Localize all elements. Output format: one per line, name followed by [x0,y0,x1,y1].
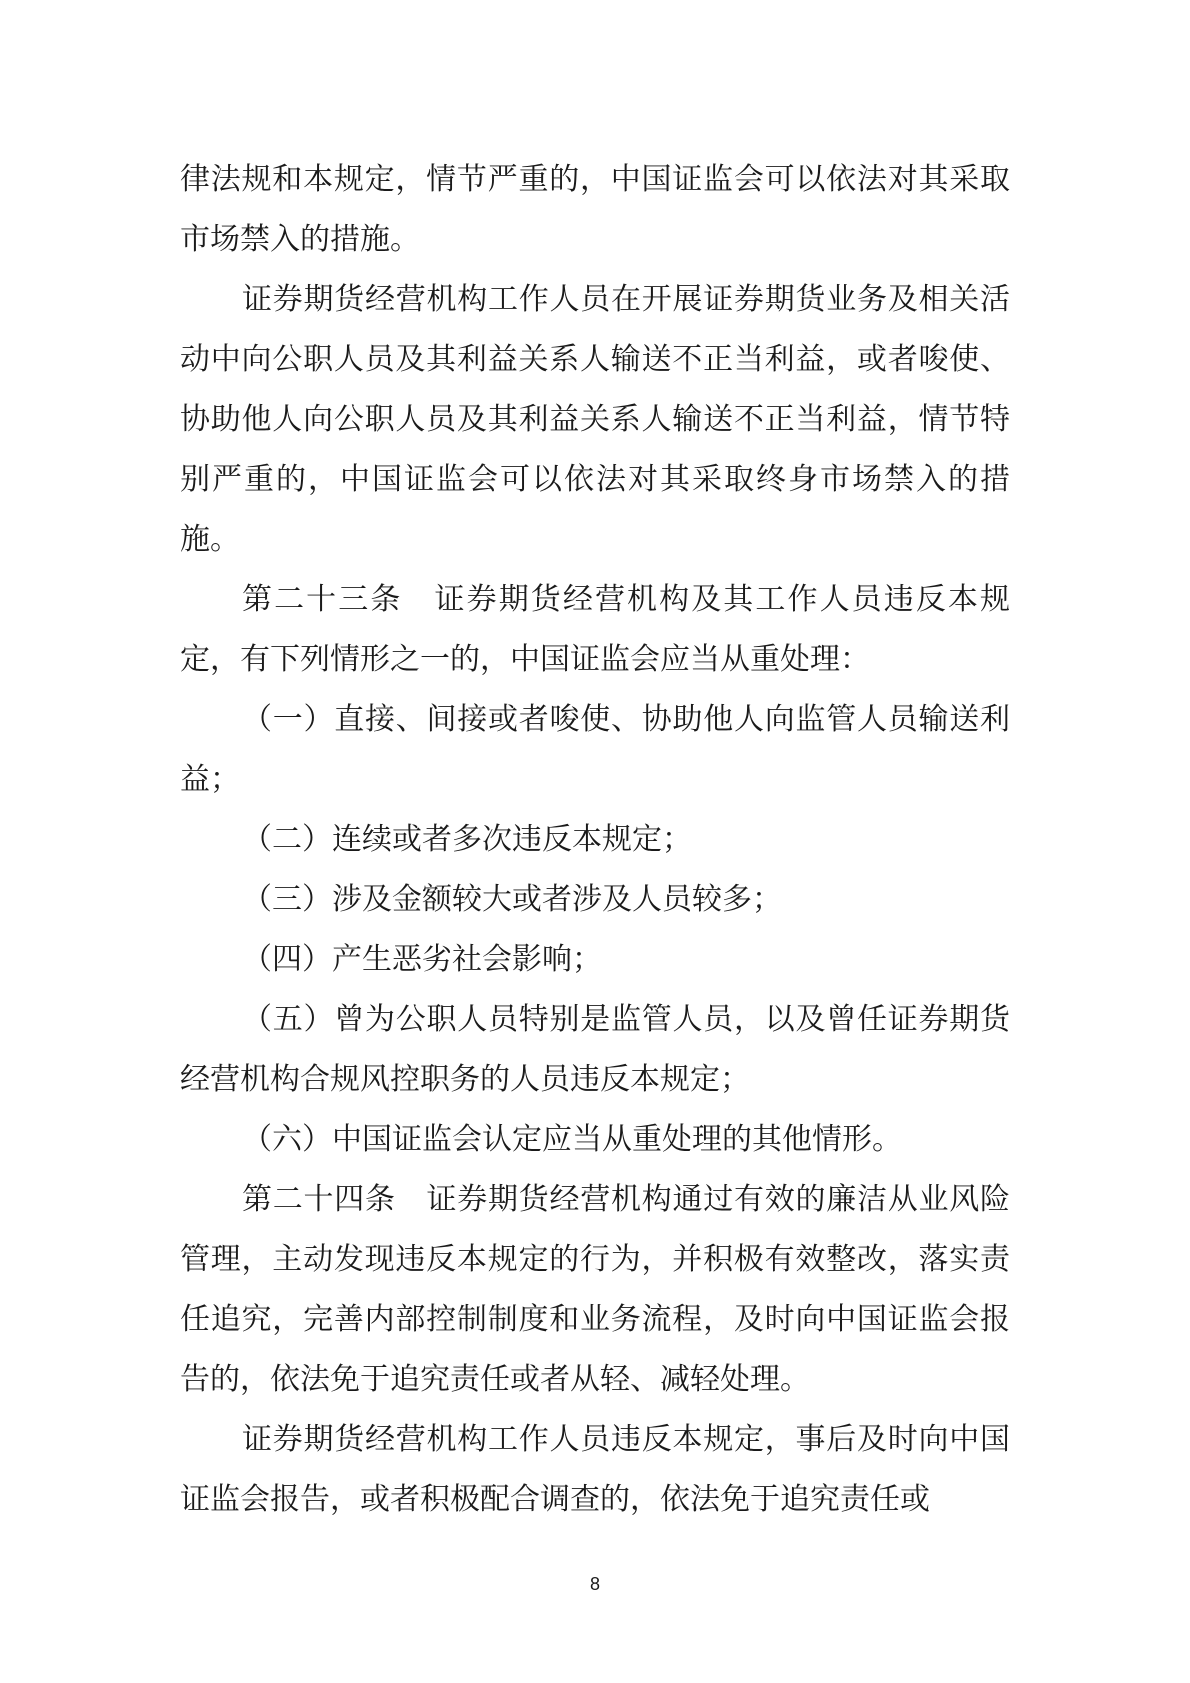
list-item: （三）涉及金额较大或者涉及人员较多； [242,882,782,917]
list-item: （六）中国证监会认定应当从重处理的其他情形。 [242,1122,902,1157]
paragraph: 证券期货经营机构工作人员违反本规定，事后及时向中国证监会报告，或者积极配合调查的，依法免于追究责任或 [180,1422,1010,1517]
list-item: （五）曾为公职人员特别是监管人员，以及曾任证券期货经营机构合规风控职务的人员违反本规定； [180,1002,1010,1097]
list-item: （四）产生恶劣社会影响； [242,942,602,977]
page-number: 8 [589,1574,600,1594]
list-item: （二）连续或者多次违反本规定； [242,822,692,857]
article-24-heading-paragraph: 第二十四条 证券期货经营机构通过有效的廉洁从业风险管理，主动发现违反本规定的行为，并积极有效整改，落实责任追究，完善内部控制制度和业务流程，及时向中国证监会报告的，依法免于追究责任或者从轻、减轻处理。 [180,1182,1010,1397]
paragraph-continuation: 律法规和本规定，情节严重的，中国证监会可以依法对其采取市场禁入的措施。 [180,162,1010,257]
list-item: （一）直接、间接或者唆使、协助他人向监管人员输送利益； [180,702,1010,797]
article-23-heading-paragraph: 第二十三条 证券期货经营机构及其工作人员违反本规定，有下列情形之一的，中国证监会应当从重处理： [180,582,1010,677]
document-body [180,150,1010,1530]
paragraph: 证券期货经营机构工作人员在开展证券期货业务及相关活动中向公职人员及其利益关系人输送不正当利益，或者唆使、协助他人向公职人员及其利益关系人输送不正当利益，情节特别严重的，中国证监会可以依法对其采取终身市场禁入的措施。 [180,282,1010,557]
